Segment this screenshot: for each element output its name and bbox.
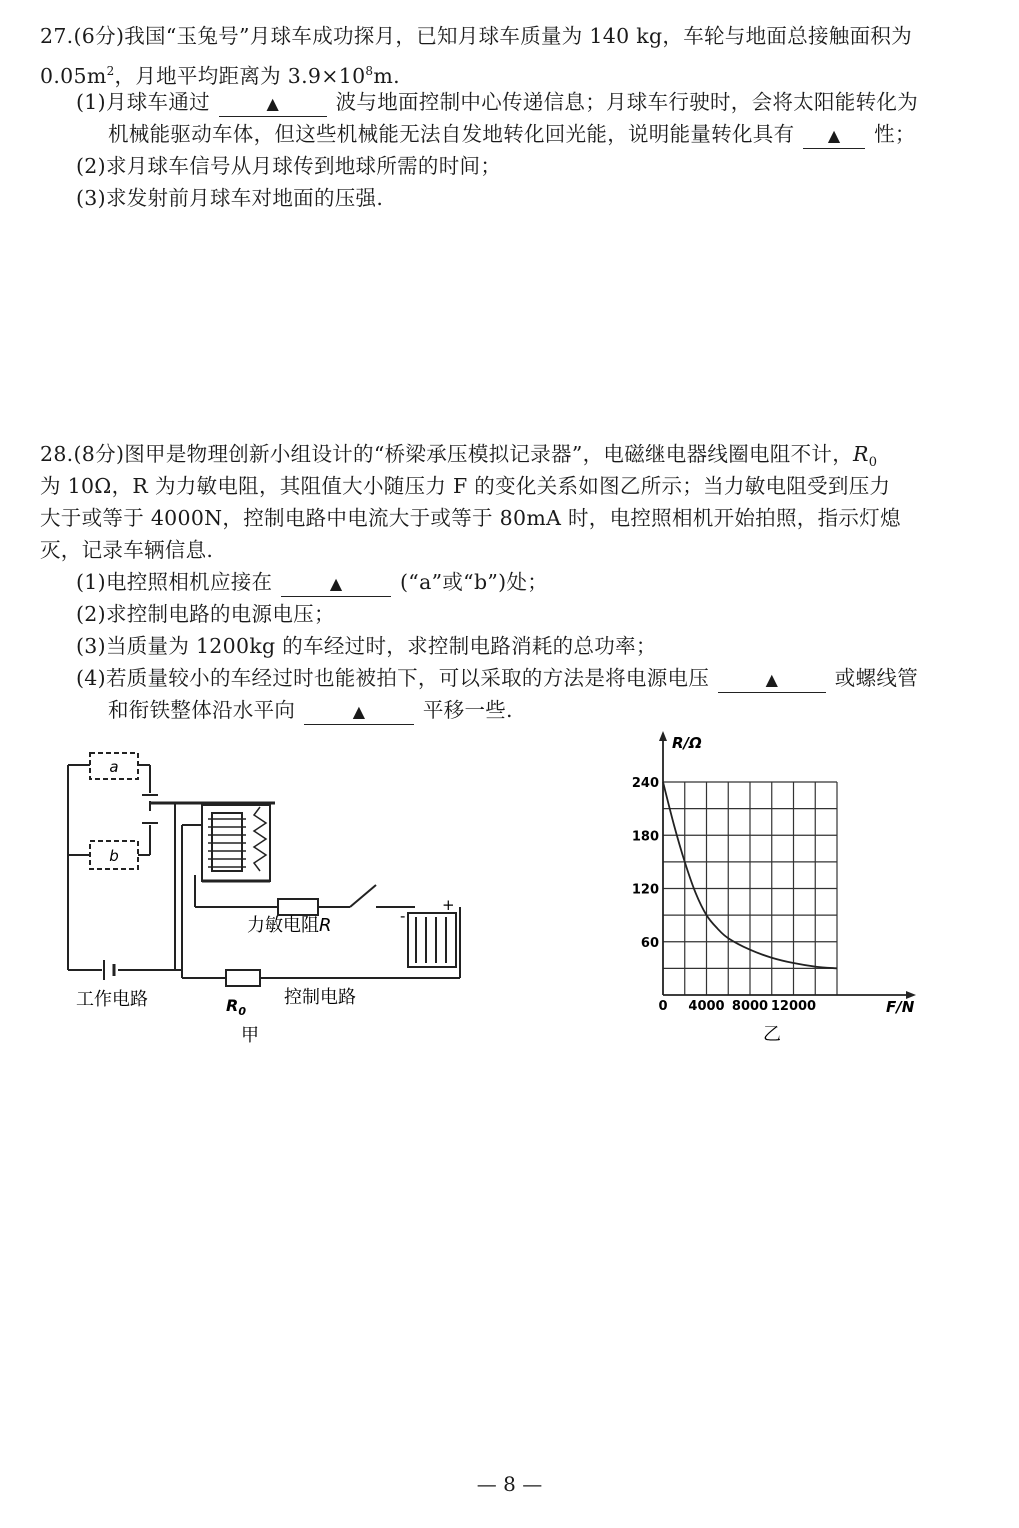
q28-part4-line1: (4)若质量较小的车经过时也能被拍下，可以采取的方法是将电源电压 ▲ 或螺线管 bbox=[76, 662, 918, 694]
q28-stem-line4: 灭，记录车辆信息. bbox=[40, 538, 214, 562]
q27-part3: (3)求发射前月球车对地面的压强. bbox=[76, 186, 384, 210]
q28-blank-2[interactable]: ▲ bbox=[718, 666, 826, 693]
q28-part2: (2)求控制电路的电源电压； bbox=[76, 602, 335, 626]
label-a: a bbox=[109, 758, 119, 776]
label-force-resistor: 力敏电阻R bbox=[247, 915, 332, 936]
y-tick-label: 240 bbox=[631, 776, 659, 791]
y-axis-label: R/Ω bbox=[672, 734, 702, 752]
caption-yi: 乙 bbox=[763, 1024, 781, 1045]
caption-jia: 甲 bbox=[241, 1025, 259, 1046]
q27-blank-1[interactable]: ▲ bbox=[219, 90, 327, 117]
label-r0: $R_0$ bbox=[226, 996, 246, 1018]
q28-blank-1[interactable]: ▲ bbox=[281, 570, 391, 597]
q27-stem-line1: 27.(6分)我国“玉兔号”月球车成功探月，已知月球车质量为 140 kg，车轮与地面总接触面积为 bbox=[40, 24, 913, 48]
q28-part1: (1)电控照相机应接在 ▲ (“a”或“b”)处； bbox=[76, 566, 548, 598]
x-tick-label: 0 bbox=[658, 999, 668, 1014]
q28-part3: (3)当质量为 1200kg 的车经过时，求控制电路消耗的总功率； bbox=[76, 634, 657, 658]
battery-plus: + bbox=[442, 896, 455, 914]
q28-blank-3[interactable]: ▲ bbox=[304, 698, 414, 725]
battery-minus: - bbox=[400, 907, 406, 925]
chart-grid bbox=[663, 782, 837, 995]
label-work-circuit: 工作电路 bbox=[76, 989, 148, 1010]
y-tick-label: 120 bbox=[631, 882, 659, 898]
label-control-circuit: 控制电路 bbox=[284, 987, 356, 1008]
force-resistor bbox=[278, 899, 318, 915]
q28-stem-line3: 大于或等于 4000N，控制电路中电流大于或等于 80mA 时，电控照相机开始拍照，指示灯熄 bbox=[40, 506, 901, 530]
y-tick-label: 180 bbox=[631, 829, 659, 845]
x-tick-label: 12000 bbox=[770, 999, 817, 1014]
q27-part2: (2)求月球车信号从月球传到地球所需的时间； bbox=[76, 154, 502, 178]
label-b: b bbox=[109, 847, 119, 865]
x-axis-label: F/N bbox=[886, 998, 915, 1016]
q28-stem-line2: 为 10Ω，R 为力敏电阻，其阻值大小随压力 F 的变化关系如图乙所示；当力敏电阻受到压力 bbox=[40, 474, 891, 498]
x-tick-label: 8000 bbox=[731, 999, 769, 1014]
q28-stem-line1: 28.(8分)图甲是物理创新小组设计的“桥梁承压模拟记录器”，电磁继电器线圈电阻不计，$R_0$ bbox=[40, 442, 878, 471]
resistance-force-chart bbox=[620, 728, 920, 1050]
circuit-diagram bbox=[50, 745, 490, 1050]
resistor-r0 bbox=[226, 970, 260, 986]
q27-stem-line2: $0.05m^2$，月地平均距离为 $3.9\times 10^8m$. bbox=[40, 63, 400, 88]
q27-blank-2[interactable]: ▲ bbox=[803, 122, 865, 149]
page-number: — 8 — bbox=[476, 1472, 543, 1496]
x-tick-label: 4000 bbox=[688, 999, 725, 1014]
y-axis-arrow bbox=[659, 731, 667, 741]
y-tick-label: 60 bbox=[640, 935, 659, 951]
q27-part1-line2: 机械能驱动车体，但这些机械能无法自发地转化回光能，说明能量转化具有 ▲ 性； bbox=[108, 118, 916, 150]
q28-part4-line2: 和衔铁整体沿水平向 ▲ 平移一些. bbox=[108, 694, 513, 726]
q27-part1-line1: (1)月球车通过 ▲ 波与地面控制中心传递信息；月球车行驶时，会将太阳能转化为 bbox=[76, 86, 918, 118]
